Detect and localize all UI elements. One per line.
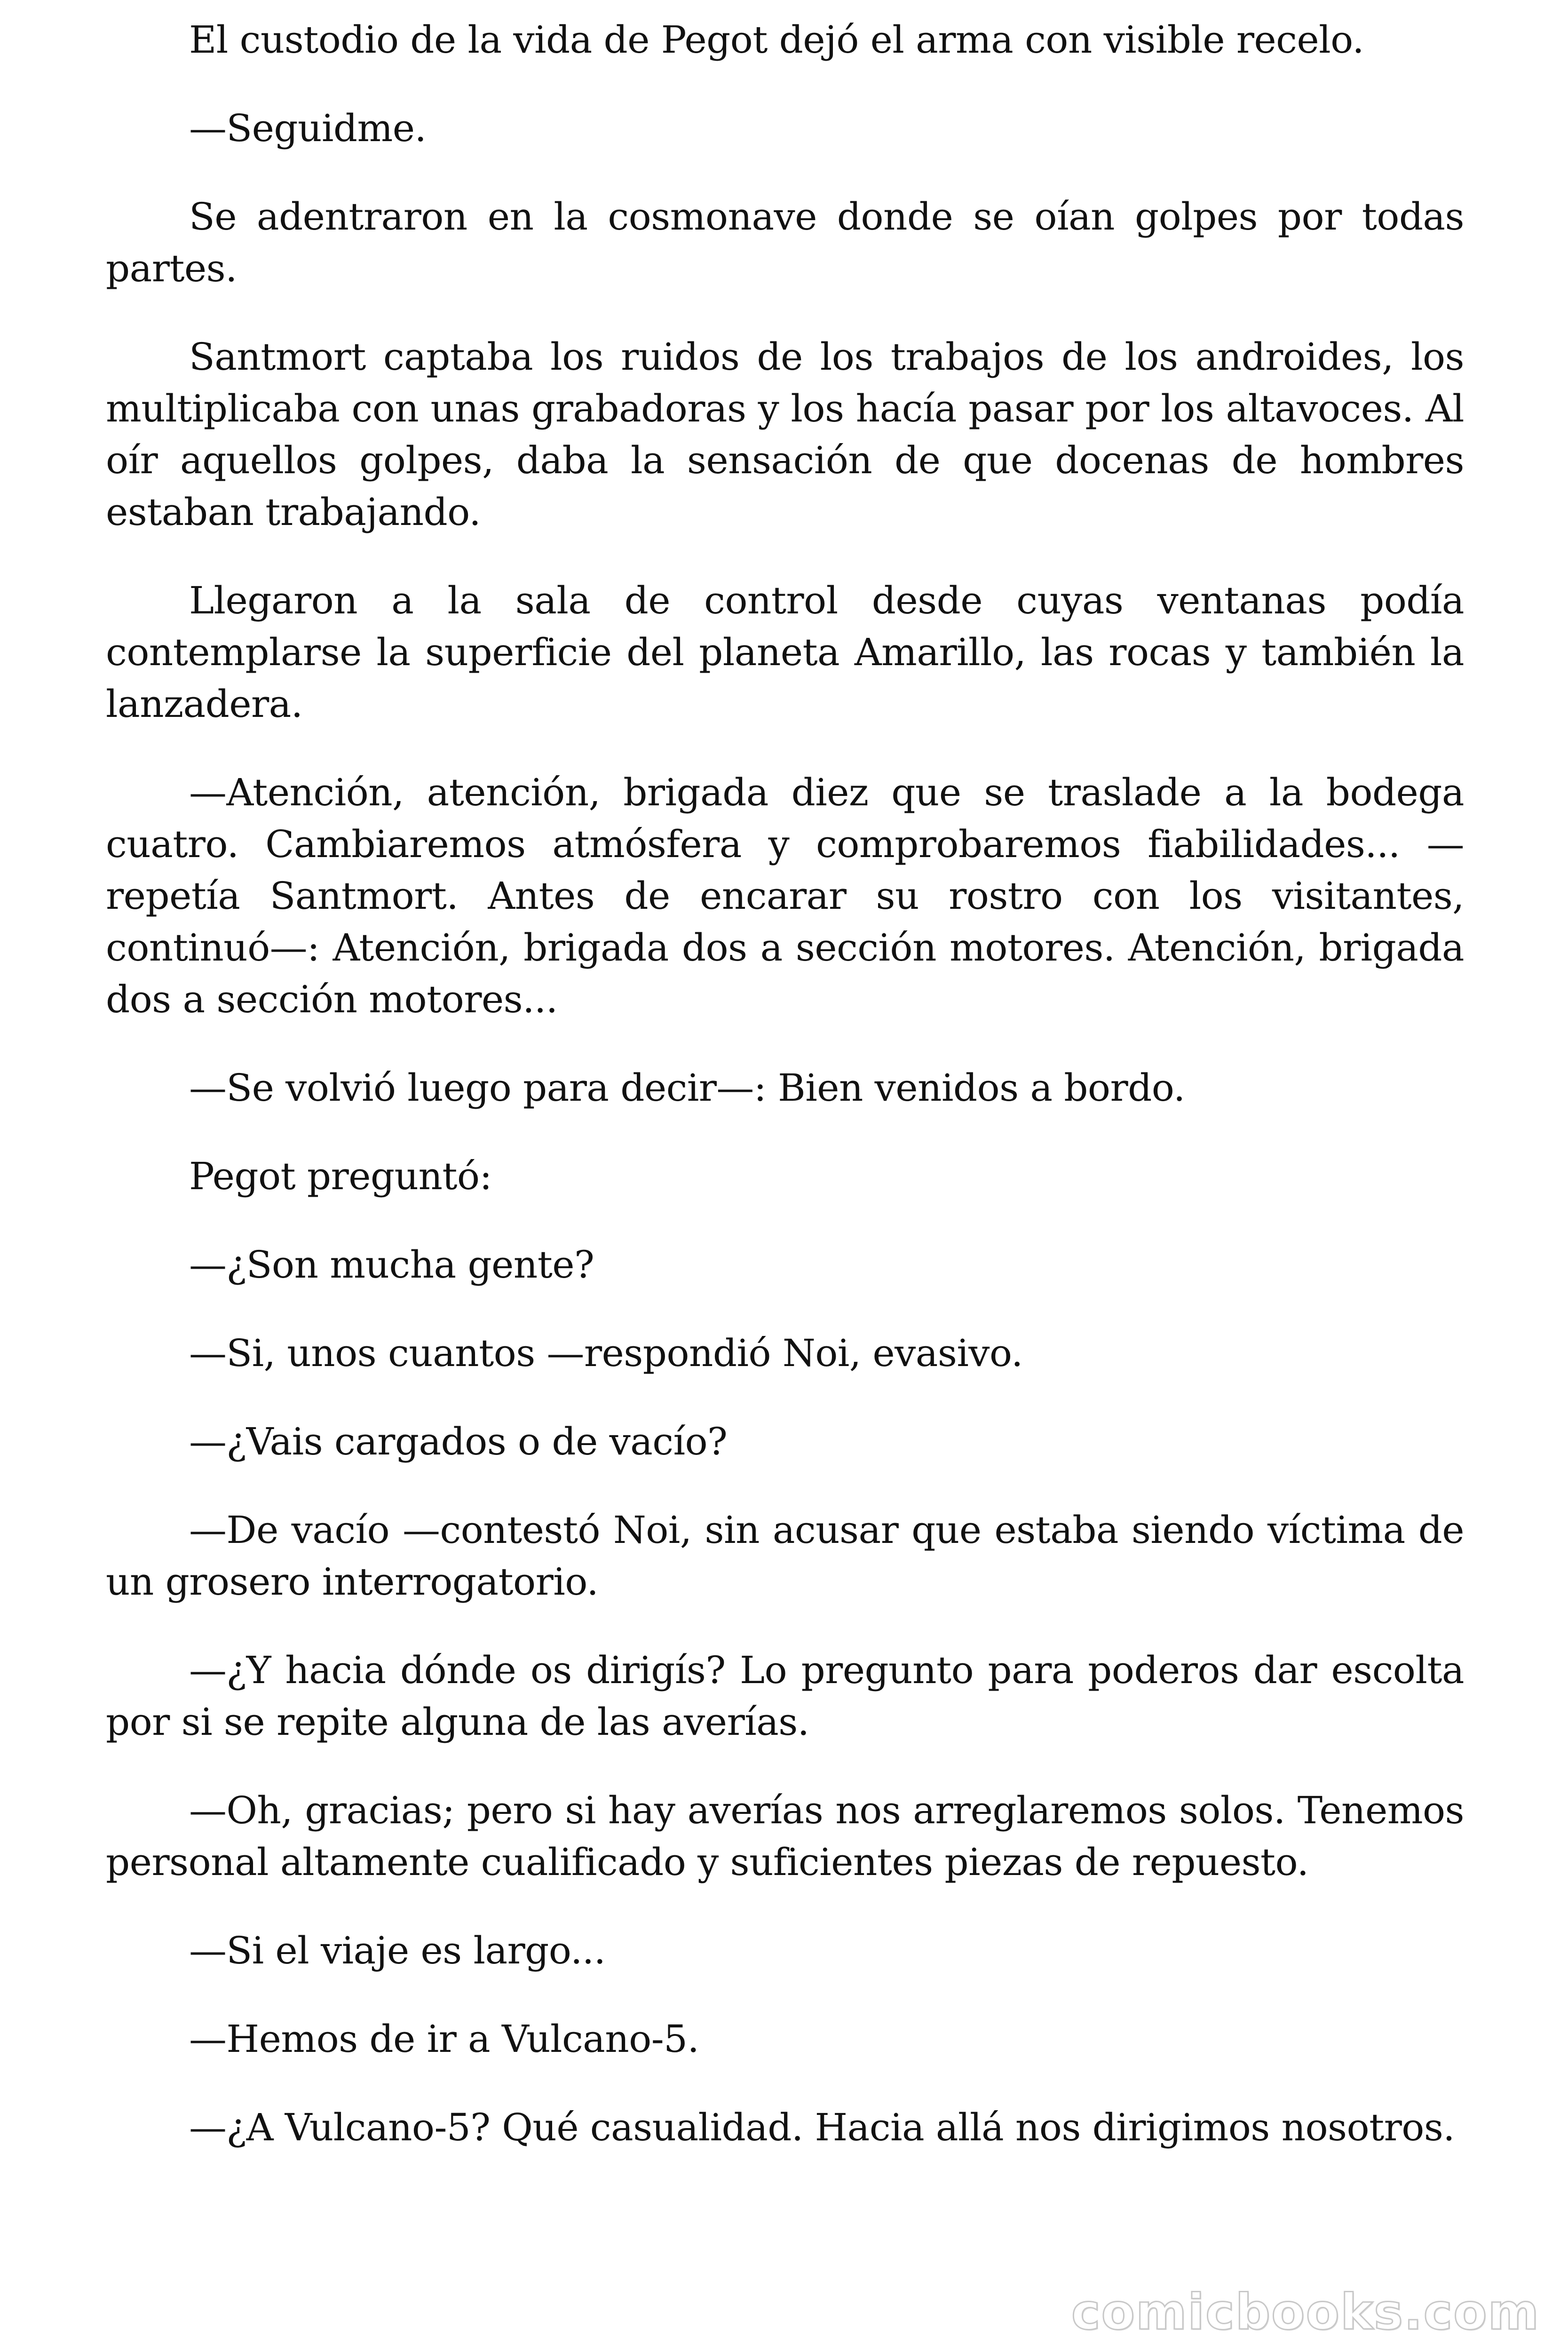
paragraph: —Seguidme. [189,106,427,150]
paragraph: —Atención, atención, brigada diez que se traslade a la bodega cuatro. Cambiaremos atmósfera y comprobaremos fiabilidades... —repetía Santmort. Antes de encarar su rostro con los visitantes, continuó—: Atención, brigada dos a sección motores. Atención, brigada dos a sección motores... [106,771,1464,1021]
paragraph: —Oh, gracias; pero si hay averías nos arreglaremos solos. Tenemos personal altamente cualificado y suficientes piezas de repuesto. [106,1788,1464,1884]
paragraph: Pegot preguntó: [189,1154,492,1198]
paragraph: —Hemos de ir a Vulcano-5. [189,2017,699,2061]
paragraph: —Si el viaje es largo... [189,1929,606,1972]
paragraph: Se adentraron en la cosmonave donde se oían golpes por todas partes. [106,195,1464,290]
paragraph: El custodio de la vida de Pegot dejó el arma con visible recelo. [189,18,1364,62]
paragraph: Santmort captaba los ruidos de los trabajos de los androides, los multiplicaba con unas grabadoras y los hacía pasar por los altavoces. Al oír aquellos golpes, daba la sensación de que docenas de hombres estaban trabajando. [106,335,1464,534]
paragraph: —Se volvió luego para decir—: Bien venidos a bordo. [189,1066,1185,1110]
paragraph: —¿Vais cargados o de vacío? [189,1420,728,1463]
paragraph: —¿Y hacia dónde os dirigís? Lo pregunto para poderos dar escolta por si se repite alguna de las averías. [106,1648,1464,1744]
paragraph: Llegaron a la sala de control desde cuyas ventanas podía contemplarse la superficie del planeta Amarillo, las rocas y también la lanzadera. [106,579,1464,726]
text-column [106,14,1464,2190]
paragraph: —¿A Vulcano-5? Qué casualidad. Hacia allá nos dirigimos nosotros. [189,2106,1455,2149]
paragraph: —Si, unos cuantos —respondió Noi, evasivo. [189,1331,1023,1375]
paragraph: —¿Son mucha gente? [189,1243,594,1287]
watermark-logo: comicbooks.com [1071,2283,1540,2341]
paragraph: —De vacío —contestó Noi, sin acusar que estaba siendo víctima de un grosero interrogatorio. [106,1508,1464,1604]
